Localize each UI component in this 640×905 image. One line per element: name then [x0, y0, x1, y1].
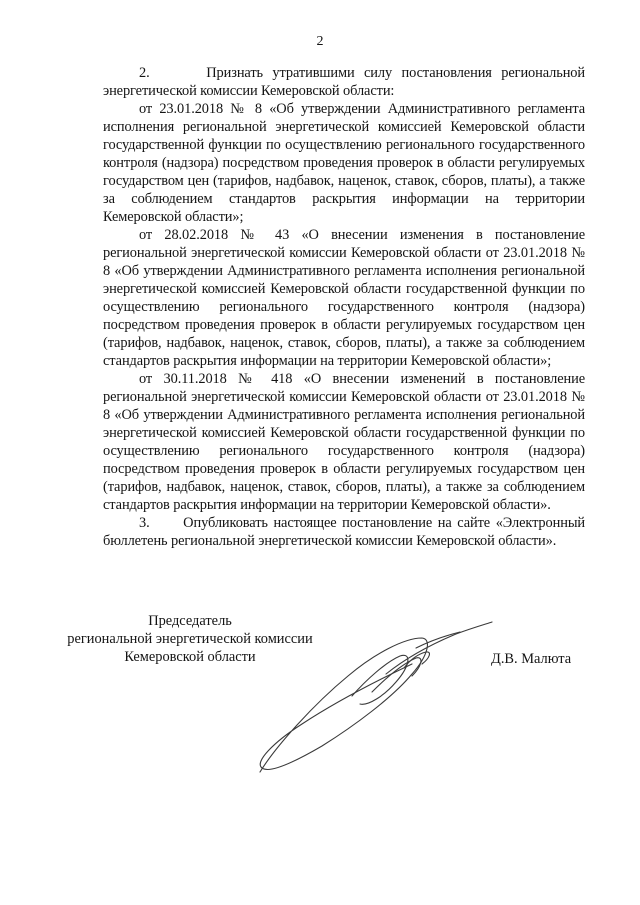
page-number: 2 [316, 34, 324, 49]
paragraph-repeal-decree-418: от 30.11.2018 № 418 «О внесении изменений в постановление региональной энергетической комиссии Кемеровской области от 23.01.2018 № 8 «Об утверждении Административного регламента исполнения региональной энергетической комиссией Кемеровской области государственной функции по осуществлению регионального государственного контроля (надзора) посредством проведения проверок в области регулируемых государством цен (тарифов, надбавок, наценок, ставок, сборов, платы), а также за соблюдением стандартов раскрытия информации на территории Кемеровской области». [103, 371, 585, 513]
document-body [103, 64, 585, 550]
paragraph-repeal-decree-8: от 23.01.2018 № 8 «Об утверждении Административного регламента исполнения региональной энергетической комиссией Кемеровской области государственной функции по осуществлению регионального государственного контроля (надзора) посредством проведения проверок в области регулируемых государством цен (тарифов, надбавок, наценок, ставок, сборов, платы), а также за соблюдением стандартов раскрытия информации на территории Кемеровской области»; [103, 101, 585, 225]
signer-name: Д.В. Малюта [491, 651, 572, 667]
paragraph-item-3: 3. Опубликовать настоящее постановление на сайте «Электронный бюллетень региональной энергетической комиссии Кемеровской области». [103, 515, 585, 549]
signatory-region-line: Кемеровской области [124, 649, 256, 665]
handwritten-signature [236, 608, 496, 788]
signatory-title-line: Председатель [148, 613, 232, 629]
signatory-organization-line: региональной энергетической комиссии [67, 631, 313, 647]
paragraph-item-2: 2. Признать утратившими силу постановления региональной энергетической комиссии Кемеровской области: [103, 65, 585, 99]
paragraph-repeal-decree-43: от 28.02.2018 № 43 «О внесении изменения в постановление региональной энергетической комиссии Кемеровской области от 23.01.2018 № 8 «Об утверждении Административного регламента исполнения региональной энергетической комиссией Кемеровской области государственной функции по осуществлению регионального государственного контроля (надзора) посредством проведения проверок в области регулируемых государством цен (тарифов, надбавок, наценок, ставок, сборов, платы), а также за соблюдением стандартов раскрытия информации на территории Кемеровской области»; [103, 227, 585, 369]
